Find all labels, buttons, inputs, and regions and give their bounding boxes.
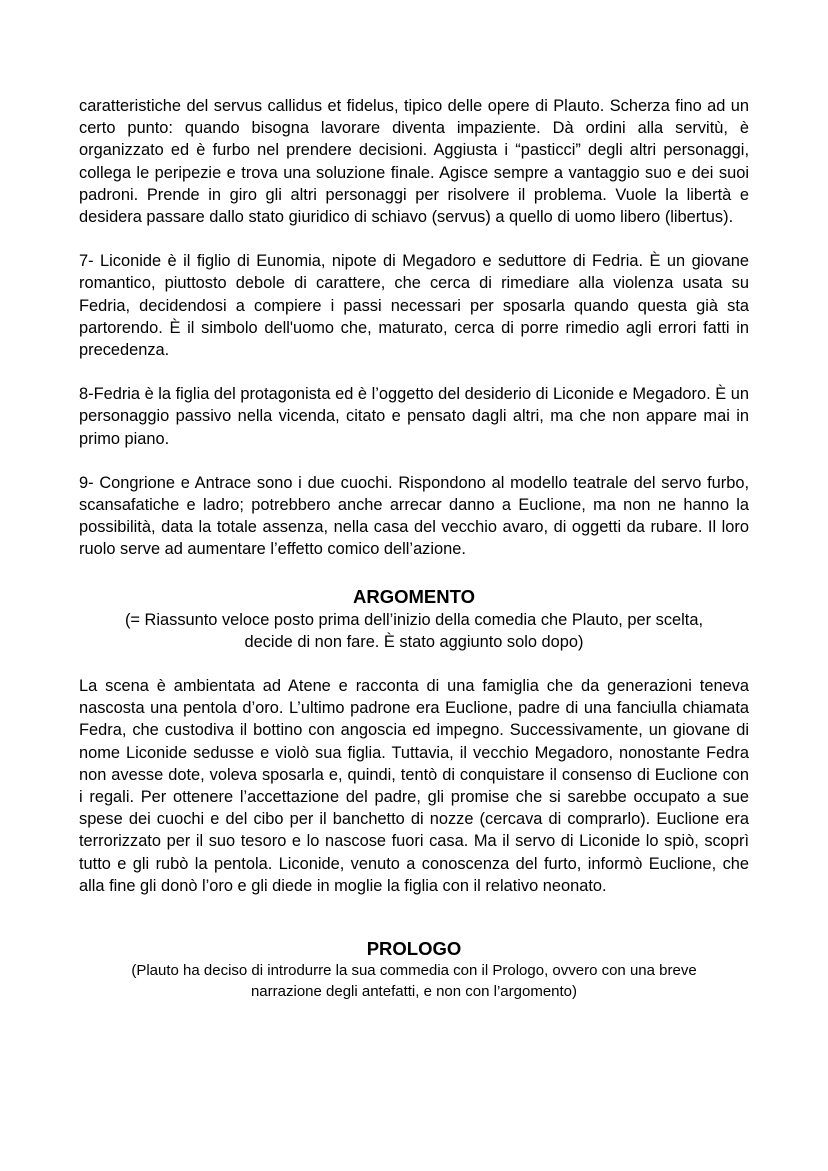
character-paragraph-liconide: 7- Liconide è il figlio di Eunomia, nipote di Megadoro e seduttore di Fedria. È un giovane romantico, piuttosto debole di carattere, che cerca di rimediare alla violenza usata su Fedria, decidendosi a compiere i passi necessari per sposarla quando questa già sta partorendo. È il simbolo dell'uomo che, maturato, cerca di porre rimedio agli errori fatti in precedenza. [79, 252, 749, 360]
argomento-body: La scena è ambientata ad Atene e racconta di una famiglia che da generazioni teneva nascosta una pentola d’oro. L’ultimo padrone era Euclione, padre di una fanciulla chiamata Fedra, che custodiva il bottino con angoscia ed impegno. Successivamente, un giovane di nome Liconide sedusse e violò sua figlia. Tuttavia, il vecchio Megadoro, nonostante Fedra non avesse dote, voleva sposarla e, quindi, tentò di conquistare il consenso di Euclione con i regali. Per ottenere l’accettazione del padre, gli promise che si sarebbe occupato a sue spese dei cuochi e del cibo per il banchetto di nozze (cercava di comprarlo). Euclione era terrorizzato per il suo tesoro e lo nascose fuori casa. Ma il servo di Liconide lo spiò, scoprì tutto e gli rubò la pentola. Liconide, venuto a conoscenza del furto, informò Euclione, che alla fine gli donò l’oro e gli diede in moglie la figlia con il relativo neonato. [79, 677, 749, 895]
intro-paragraph: caratteristiche del servus callidus et fidelus, tipico delle opere di Plauto. Scherza fino ad un certo punto: quando bisogna lavorare diventa impaziente. Dà ordini alla servitù, è organizzato ed è furbo nel prendere decisioni. Aggiusta i “pasticci” degli altri personaggi, collega le peripezie e trova una soluzione finale. Agisce sempre a vantaggio suo e dei suoi padroni. Prende in giro gli altri personaggi per risolvere il problema. Vuole la libertà e desidera passare dallo stato giuridico di schiavo (servus) a quello di uomo libero (libertus). [79, 97, 749, 227]
prologo-subtitle-line1: (Plauto ha deciso di introdurre la sua commedia con il Prologo, ovvero con una breve [131, 962, 697, 980]
character-paragraph-cuochi: 9- Congrione e Antrace sono i due cuochi. Rispondono al modello teatrale del servo furbo, scansafatiche e ladro; potrebbero anche arrecar danno a Euclione, ma non ne hanno la possibilità, data la totale assenza, nella casa del vecchio avaro, di oggetti da rubare. Il loro ruolo serve ad aumentare l’effetto comico dell’azione. [79, 473, 749, 559]
prologo-section [79, 937, 749, 1002]
prologo-subtitle-line2: narrazione degli antefatti, e non con l’argomento) [250, 982, 578, 1000]
argomento-subtitle-line2: decide di non fare. È stato aggiunto solo dopo) [244, 632, 584, 651]
prologo-heading: PROLOGO [366, 938, 462, 960]
argomento-subtitle-line1: (= Riassunto veloce posto prima dell’inizio della comedia che Plauto, per scelta, [124, 610, 704, 629]
argomento-heading: ARGOMENTO [353, 585, 475, 607]
argomento-section [79, 585, 749, 897]
document-page [79, 95, 749, 1002]
character-paragraph-fedria: 8-Fedria è la figlia del protagonista ed è l’oggetto del desiderio di Liconide e Megadoro. È un personaggio passivo nella vicenda, citato e pensato dagli altri, ma che non appare mai in primo piano. [79, 385, 749, 448]
